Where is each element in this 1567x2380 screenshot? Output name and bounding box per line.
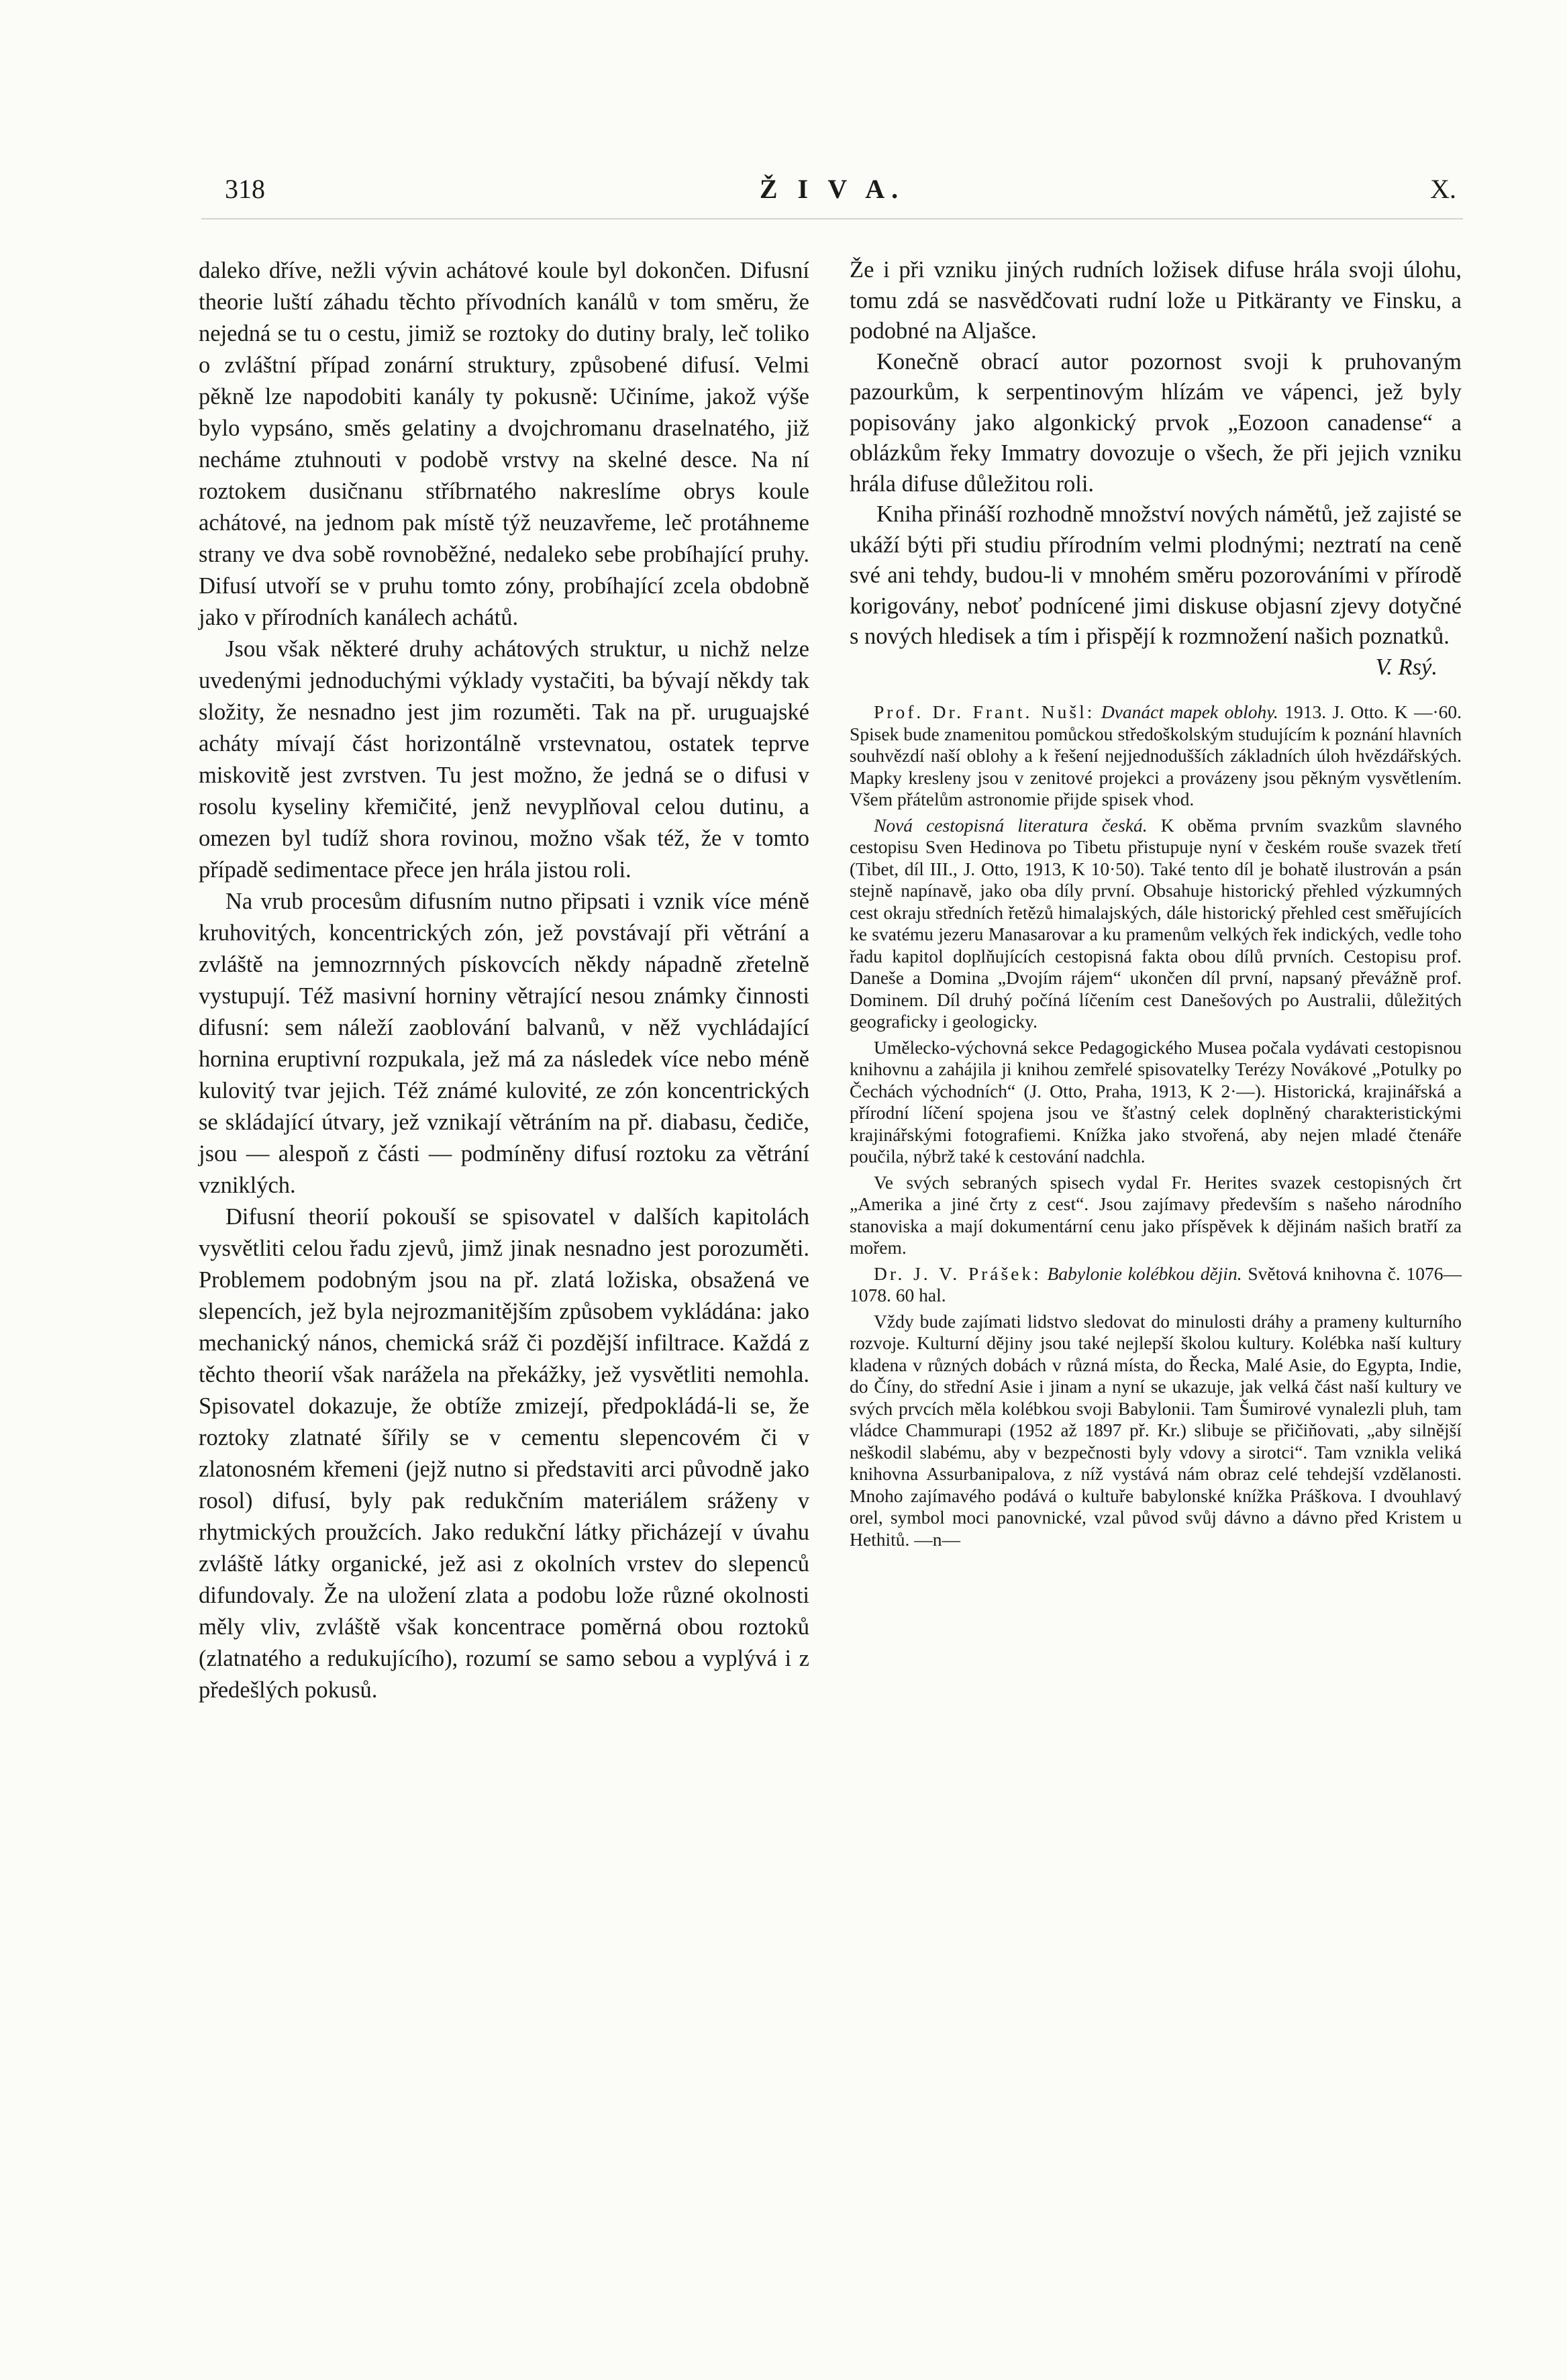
review-signature: V. Rsý. <box>1375 654 1437 680</box>
book-notices <box>850 701 1462 1550</box>
notice-text: Světová knihovna č. 1076—1078. 60 hal. <box>850 1262 1462 1305</box>
notice-text: Vždy bude zajímati lidstvo sledovat do minulosti dráhy a prameny kulturního rozvoje. Kulturní dějiny jsou také nejlepší školou kultury. Kolébka naší kultury kladena v různých dobách v různá místa, do Řecka, Malé Asie, do Egypta, Indie, do Číny, do střední Asie i jinam a nyní se ukazuje, jak velká část naší kultury ve svých prvcích měla kolébkou svoji Babylonii. Tam Šumirové vynalezli pluh, tam vládce Chammurapi (1952 až 1897 př. Kr.) slibuje se přičiňovati, „aby silnější neškodil slabému, aby v bezpečnosti byly vdovy a sirotci“. Tam vznikla veliká knihovna Assurbanipalova, z níž vystává nám obraz celé tehdejší vzdělanosti. Mnoho zajímavého podává o kultuře babylonské knížka Práškova. I dvouhlavý orel, symbol moci panovnické, vzal původ svůj dávno a dávno před Kristem u Hethitů. —n— <box>850 1310 1462 1550</box>
header-rule <box>201 218 1463 219</box>
journal-title: Ž I V A. <box>759 174 905 204</box>
notice-title: Nová cestopisná literatura česká. <box>874 814 1148 836</box>
review-paragraph: Kniha přináší rozhodně množství nových námětů, jež zajisté se ukáží býti při studiu přírodním velmi plodnými; neztratí na ceně své ani tehdy, budou-li v mnohém směru pozorováními v přírodě korigovány, neboť podnícené jimi diskuse objasní zjevy dotyčné s nových hledisek a tím i přispějí k rozmnožení našich poznatků. <box>850 501 1462 649</box>
right-column <box>850 255 1462 1550</box>
left-paragraph: Na vrub procesům difusním nutno připsati i vznik více méně kruhovitých, koncentrických zón, jež povstávají při větrání a zvláště na jemnozrnných pískovcích někdy nápadně zřetelně vystupují. Též masivní horniny větrající nesou známky činnosti difusní: sem náleží zaoblování balvanů, v něž vychládající hornina eruptivní rozpukala, jež má za následek více nebo méně kulovitý tvar jejich. Též známé kulovité, ze zón koncentrických se skládající útvary, jež vznikají větráním na př. diabasu, čediče, jsou — alespoň z části — podmíněny difusí roztoku za větrání vzniklých. <box>199 889 809 1198</box>
left-paragraph: Jsou však některé druhy achátových struktur, u nichž nelze uvedenými jednoduchými výklady vystačiti, ba bývají někdy tak složity, že nesnadno jest jim rozuměti. Tak na př. uruguajské acháty mívají část horizontálně vrstevnatou, ostatek teprve miskovitě jest zvrstven. Tu jest možno, že jedná se o difusi v rosolu kyseliny křemičité, jenž nevyplňoval celou dutinu, a omezen byl tudíž shora rovinou, možno však též, že v tomto případě sedimentace přece jen hrála jistou roli. <box>199 636 809 883</box>
review-paragraph: Že i při vzniku jiných rudních ložisek difuse hrála svoji úlohu, tomu zdá se nasvědčovati rudní lože u Pitkäranty ve Finsku, a podobné na Aljašce. <box>850 257 1462 344</box>
notice-item <box>850 815 1462 1033</box>
notice-text: 1913. J. Otto. K —·60. Spisek bude znamenitou pomůckou středoškolským studujícím k poznání hlavních souhvězdí naší oblohy a k řešení nejjednodušších základních úloh hvězdářských. Mapky kresleny jsou v zenitové projekci a provázeny jsou pěkným vysvětlením. Všem přátelům astronomie přijde spisek vhod. <box>850 701 1462 809</box>
page-number: 318 <box>225 174 265 204</box>
left-paragraph: daleko dříve, nežli vývin achátové koule byl dokončen. Difusní theorie luští záhadu těchto přívodních kanálů v tom směru, že nejedná se tu o cestu, jimiž se roztoky do dutiny braly, leč toliko o zvláštní případ zonární struktury, způsobené difusí. Velmi pěkně lze napodobiti kanály ty pokusně: Učiníme, jakož výše bylo vypsáno, směs gelatiny a dvojchromanu draselnatého, již necháme ztuhnouti v podobě vrstvy na skelné desce. Na ní roztokem dusičnanu stříbrnatého nakreslíme obrys koule achátové, na jednom pak místě týž neuzavřeme, leč protáhneme strany ve dva sobě rovnoběžné, nedaleko sebe probíhající pruhy. Difusí utvoří se v pruhu tomto zóny, probíhající zcela obdobně jako v přírodních kanálech achátů. <box>199 258 809 630</box>
notice-item <box>850 1037 1462 1168</box>
notice-item <box>850 1172 1462 1259</box>
left-column <box>199 255 809 1706</box>
notice-item <box>850 701 1462 811</box>
notice-item <box>850 1263 1462 1307</box>
notice-title: Dvanáct mapek oblohy. <box>1101 701 1278 722</box>
notice-text: Umělecko-výchovná sekce Pedagogického Musea počala vydávati cestopisnou knihovnu a zahájila ji knihou zemřelé spisovatelky Terézy Novákové „Potulky po Čechách východních“ (J. Otto, Praha, 1913, K 2·—). Historická, krajinářská a přírodní líčení spojena jsou ve šťastný celek doplněný charakteristickými krajinářskými fotografiemi. Knížka jako stvořená, aby nejen mladé čtenáře poučila, nýbrž také k cestování nadchla. <box>850 1036 1462 1167</box>
volume-number: X. <box>1430 174 1456 204</box>
left-paragraph: Difusní theorií pokouší se spisovatel v dalších kapitolách vysvětliti celou řadu zjevů, jimž jinak nesnadno jest porozuměti. Problemem podobným jsou na př. zlatá ložiska, obsažená ve slepencích, jež byla nejrozmanitějším způsobem vykládána: jako mechanický nános, chemická sráž či pozdější infiltrace. Každá z těchto theorií však narážela na překážky, jež vysvětliti nemohla. Spisovatel dokazuje, že obtíže zmizejí, předpokládá-li se, že roztoky zlatnaté šířily se v cementu slepencovém či v zlatonosném křemeni (jejž nutno si představiti arci původně jako rosol) difusí, byly pak redukčním materiálem sráženy v rhytmických proužcích. Jako redukční látky přicházejí v úvahu zvláště látky organické, jež asi z okolních vrstev do slepenců difundovaly. Že na uložení zlata a podobu lože různé okolnosti měly vliv, zvláště však koncentrace poměrná obou roztoků (zlatnatého a redukujícího), rozumí se samo sebou a vyplývá i z předešlých pokusů. <box>199 1204 809 1703</box>
review-paragraph: Konečně obrací autor pozornost svoji k pruhovaným pazourkům, k serpentinovým hlízám ve vápenci, jež byly popisovány jako algonkický prvok „Eozoon canadense“ a oblázkům řeky Immatry dovozuje o všech, že při jejich vzniku hrála difuse důležitou roli. <box>850 348 1462 497</box>
notice-title: Babylonie kolébkou dějin. <box>1047 1262 1242 1284</box>
notice-author: Dr. J. V. Prášek: <box>874 1262 1042 1284</box>
notice-author: Prof. Dr. Frant. Nušl: <box>874 701 1095 722</box>
running-header <box>201 173 1463 213</box>
review-continuation <box>850 255 1462 683</box>
notice-item <box>850 1311 1462 1551</box>
notice-text: K oběma prvním svazkům slavného cestopisu Sven Hedinova po Tibetu přistupuje nyní v českém rouše svazek třetí (Tibet, díl III., J. Otto, 1913, K 10·50). Také tento díl je bohatě ilustrován a psán stejně napínavě, jako oba díly první. Obsahuje historický přehled výzkumných cest okraju středních řetězů himalajských, dále historický přehled cest směřujících ke svatému jezeru Manasarovar a ku pramenům velkých řek indických, vedle toho řadu kapitol doplňujících cestopisná fakta obou dílů prvních. Cestopisu prof. Daneše a Domina „Dvojím rájem“ ukončen díl první, napsaný převážně prof. Dominem. Díl druhý počíná líčením cest Danešových po Australii, důležitých geograficky i geologicky. <box>850 814 1462 1032</box>
notice-text: Ve svých sebraných spisech vydal Fr. Herites svazek cestopisných črt „Amerika a jiné črty z cest“. Jsou zajímavy především s našeho národního stanoviska a mají dokumentární cenu jako příspěvek k dějinám našich bratří za mořem. <box>850 1171 1462 1258</box>
